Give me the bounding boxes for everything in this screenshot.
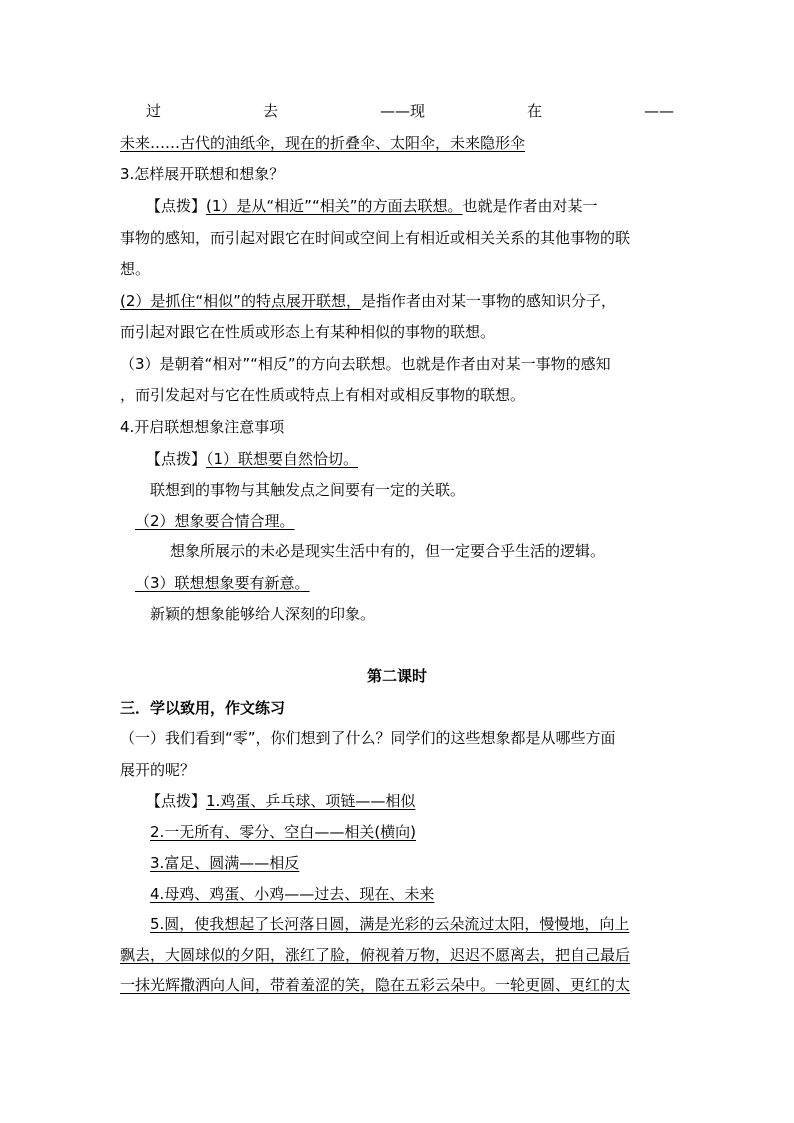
note-1-text: 联想到的事物与其触发点之间要有一定的关联。 <box>150 481 466 499</box>
hint-2-text: 是指作者由对某一事物的感知识分子， <box>360 292 616 310</box>
answer-4-line <box>150 884 794 904</box>
lesson-heading: 第二课时 <box>366 667 427 685</box>
text-dash: —— <box>644 102 674 120</box>
hint-1-text: 也就是作者由对某一 <box>462 197 598 215</box>
text-past-2: 去 <box>263 102 279 120</box>
answer-1-line <box>146 791 794 811</box>
answer-2-line <box>150 822 794 842</box>
note-2-text: 想象所展示的未必是现实生活中有的，但一定要合乎生活的逻辑。 <box>170 542 606 560</box>
hint-1-cont: 事物的感知，而引起对跟它在时间或空间上有相近或相关关系的其他事物的联 <box>120 229 631 247</box>
note-2-point: （2）想象要合情合理。 <box>135 512 295 530</box>
note-3-line <box>135 573 794 593</box>
umbrella-text: 未来……古代的油纸伞，现在的折叠伞、太阳伞，未来隐形伞 <box>120 134 526 152</box>
hint-label: 【点拨】 <box>146 197 207 215</box>
question-4: 4.开启联想想象注意事项 <box>120 418 285 436</box>
hint-2-cont: 而引起对跟它在性质或形态上有某种相似的事物的联想。 <box>120 323 496 341</box>
answer-5-cont-2 <box>120 975 794 995</box>
answer-5-cont <box>120 945 794 965</box>
note-1-line <box>146 449 794 469</box>
question-3: 3.怎样展开联想和想象？ <box>120 165 285 183</box>
answer-3-line <box>150 853 794 873</box>
answer-1: 1.鸡蛋、乒乓球、项链——相似 <box>206 792 416 810</box>
umbrella-example <box>120 133 794 153</box>
note-3-point: （3）联想想象要有新意。 <box>135 574 310 592</box>
text-now: ——现 <box>380 102 426 120</box>
answer-4: 4.母鸡、鸡蛋、小鸡——过去、现在、未来 <box>150 885 435 903</box>
hint-3-cont: ，而引发起对与它在性质或特点上有相对或相反事物的联想。 <box>120 386 526 404</box>
note-1-point: （1）联想要自然恰切。 <box>206 450 359 468</box>
text-now-2: 在 <box>527 102 543 120</box>
note-2-line <box>135 511 794 531</box>
section-3-heading: 三．学以致用，作文练习 <box>120 699 286 717</box>
answer-5: 5.圆，使我想起了长河落日圆，满是光彩的云朵流过太阳，慢慢地，向上 <box>150 915 630 933</box>
hint-3-line: （3）是朝着“相对”“相反”的方向去联想。也就是作者由对某一事物的感知 <box>120 355 611 373</box>
hint-label-3: 【点拨】 <box>146 792 207 810</box>
note-3-text: 新颖的想象能够给人深刻的印象。 <box>150 605 376 623</box>
hint-label-2: 【点拨】 <box>146 450 207 468</box>
hint-1-point: (1）是从“相近”“相关”的方面去联想。 <box>206 197 463 215</box>
exercise-question-cont: 展开的呢？ <box>120 761 196 779</box>
text-past: 过 <box>146 102 162 120</box>
answer-5-text-2: 飘去，大圆球似的夕阳，涨红了脸，俯视着万物，迟迟不愿离去，把自己最后 <box>120 946 631 964</box>
answer-5-line <box>150 914 794 934</box>
hint-2-point: (2）是抓住“相似”的特点展开联想， <box>120 292 361 310</box>
answer-2: 2.一无所有、零分、空白——相关(横向) <box>150 823 417 841</box>
hint-1-line <box>146 196 794 216</box>
hint-1-end: 想。 <box>120 260 151 278</box>
answer-5-text-3: 一抹光辉撒洒向人间，带着羞涩的笑，隐在五彩云朵中。一轮更圆、更红的太 <box>120 976 631 994</box>
answer-3: 3.富足、圆满——相反 <box>150 854 300 872</box>
hint-2-line <box>120 291 794 311</box>
exercise-question: （一）我们看到“零”，你们想到了什么？同学们的这些想象都是从哪些方面 <box>120 729 616 747</box>
timeline-line <box>146 101 674 121</box>
